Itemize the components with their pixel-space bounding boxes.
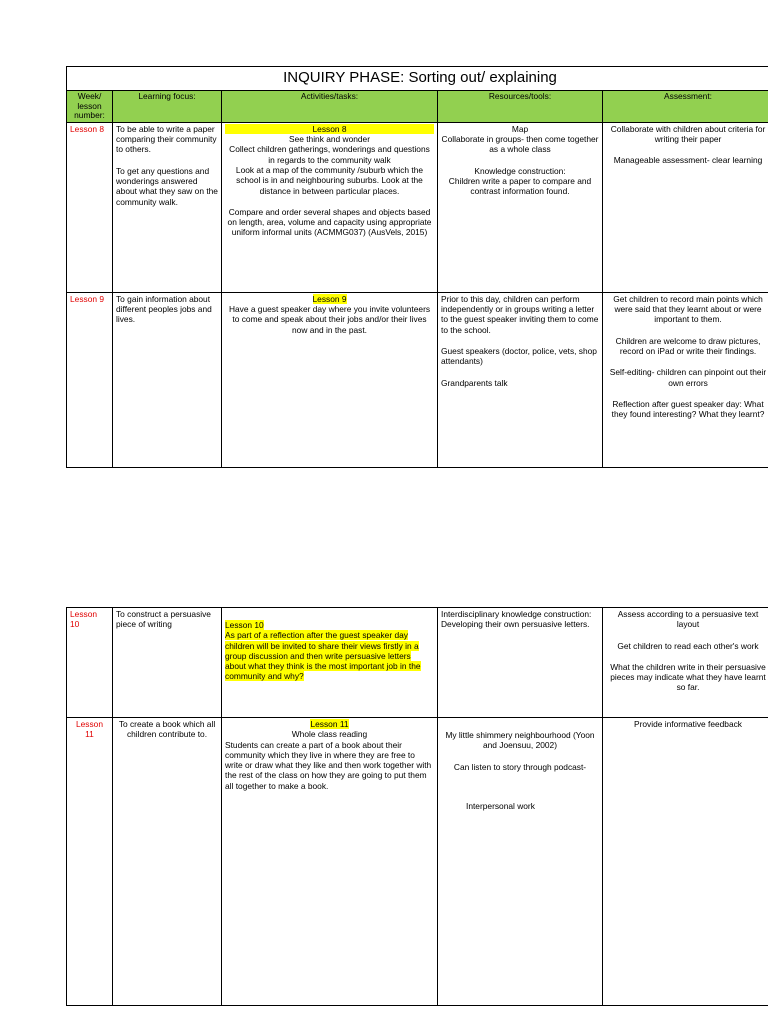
assessment-text: Get children to record main points which were said that they learnt about or were important to them.: [613, 293, 763, 325]
inquiry-phase-table: [66, 66, 768, 468]
activity-text: Students can create a part of a book about their community which they live in where they are free to write or draw what they like and then work together with the rest of the class on how they are going to put them all together to make a book.: [225, 739, 432, 791]
activity-text: Whole class reading: [291, 729, 368, 740]
assessment-text: Self-editing- children can pinpoint out their own errors: [609, 367, 767, 388]
activity-text: Look at a map of the community /suburb which the school is in and neighbouring suburbs. Look at the distance in between particular places.: [235, 164, 424, 196]
table-row: [67, 718, 768, 1006]
activity-lesson-title: Lesson 10: [225, 620, 264, 630]
header-week-line3: number:: [74, 110, 105, 121]
table-row: [67, 122, 768, 292]
learning-focus-cell: [113, 608, 222, 718]
lesson-label: [67, 608, 113, 718]
resource-text: Children write a paper to compare and contrast information found.: [448, 175, 592, 197]
lesson-label-number: 10: [70, 619, 80, 630]
lesson-label: Lesson 9: [67, 292, 113, 467]
resource-text: Knowledge construction:: [474, 165, 566, 176]
lesson-label-word: Lesson: [75, 719, 103, 729]
lesson-label: Lesson 8: [67, 122, 113, 292]
assessment-text: Reflection after guest speaker day: What they found interesting? What they learnt?: [611, 398, 765, 420]
learning-focus-cell: [113, 292, 222, 467]
assessment-text: Provide informative feedback: [634, 719, 742, 729]
header-week: [67, 91, 113, 123]
header-row: [67, 91, 768, 123]
learning-focus-cell: [113, 122, 222, 292]
assessment-cell: [603, 608, 768, 718]
resource-text: Can listen to story through podcast-: [453, 761, 587, 772]
lessons-continued-table: [66, 607, 768, 1006]
resource-text: Prior to this day, children can perform independently or in groups writing a letter to the guest speaker inviting them to come to the school.: [441, 293, 599, 335]
assessment-text: Collaborate with children about criteria for writing their paper: [610, 123, 766, 145]
activity-text: Have a guest speaker day where you invite volunteers to come and speak about their jobs and/or their lives now and in the past.: [228, 304, 431, 335]
resources-cell: [438, 608, 603, 718]
table-row: [67, 292, 768, 467]
header-resources: Resources/tools:: [438, 91, 603, 123]
table-title: INQUIRY PHASE: Sorting out/ explaining: [67, 67, 768, 91]
resources-cell: [438, 122, 603, 292]
assessment-cell: [603, 292, 768, 467]
activity-lesson-title: Lesson 9: [312, 293, 347, 304]
header-activities: Activities/tasks:: [222, 91, 438, 123]
lesson-label-number: 11: [85, 729, 94, 740]
resources-cell: [438, 718, 603, 1006]
activity-text: See think and wonder: [288, 134, 370, 145]
resource-text: Interdisciplinary knowledge construction:: [441, 609, 592, 619]
lesson-label-word: Lesson: [70, 609, 98, 619]
learning-focus-cell: [113, 718, 222, 1006]
assessment-text: Assess according to a persuasive text layout: [617, 609, 759, 630]
activity-text: Collect children gatherings, wonderings and questions in regards to the community walk: [229, 144, 430, 165]
assessment-text: Get children to read each other's work: [617, 640, 759, 651]
table-row: [67, 608, 768, 718]
activity-lesson-title: Lesson 11: [310, 719, 349, 729]
focus-text: To construct a persuasive piece of writing: [116, 609, 211, 630]
activities-cell: [222, 718, 438, 1006]
activity-lesson-title: Lesson 8: [225, 124, 434, 134]
focus-text: To create a book which all children contribute to.: [118, 719, 216, 740]
header-week-line1: Week/: [77, 91, 102, 101]
resource-text: Developing their own persuasive letters.: [441, 619, 590, 630]
assessment-cell: [603, 122, 768, 292]
header-assessment: Assessment:: [603, 91, 768, 123]
assessment-cell: [603, 718, 768, 1006]
resource-text: Guest speakers (doctor, police, vets, shop attendants): [441, 345, 597, 367]
assessment-text: Children are welcome to draw pictures, record on iPad or write their findings.: [615, 335, 761, 356]
resource-text: Collaborate in groups- then come together as a whole class: [441, 134, 599, 155]
header-learning-focus: Learning focus:: [113, 91, 222, 123]
header-week-line2: lesson: [77, 100, 102, 111]
activities-cell: [222, 608, 438, 718]
assessment-text: Manageable assessment- clear learning: [613, 155, 763, 166]
resource-text: My little shimmery neighbourhood (Yoon and Joensuu, 2002): [445, 730, 595, 751]
focus-text: To be able to write a paper comparing their community to others.: [116, 123, 217, 155]
assessment-text: What the children write in their persuasive pieces may indicate what they have learnt so far.: [610, 661, 766, 693]
resources-cell: [438, 292, 603, 467]
focus-text: To get any questions and wonderings answered about what they saw on the community walk.: [116, 165, 218, 207]
focus-text: To gain information about different peoples jobs and lives.: [116, 293, 212, 325]
activity-text: Compare and order several shapes and objects based on length, area, volume and capacity using appropriate uniform informal units (ACMMG037) (AusVels, 2015): [227, 206, 432, 238]
activities-cell: [222, 292, 438, 467]
activity-text: As part of a reflection after the guest speaker day children will be invited to share their views firstly in a group discussion and then write persuasive letters about what they think is the most important job in the community and why?: [225, 630, 421, 682]
activities-cell: [222, 122, 438, 292]
lesson-label: [67, 718, 113, 1006]
resource-text: Map: [511, 123, 529, 134]
resource-text: Interpersonal work: [466, 800, 535, 811]
resource-text: Grandparents talk: [441, 377, 508, 388]
